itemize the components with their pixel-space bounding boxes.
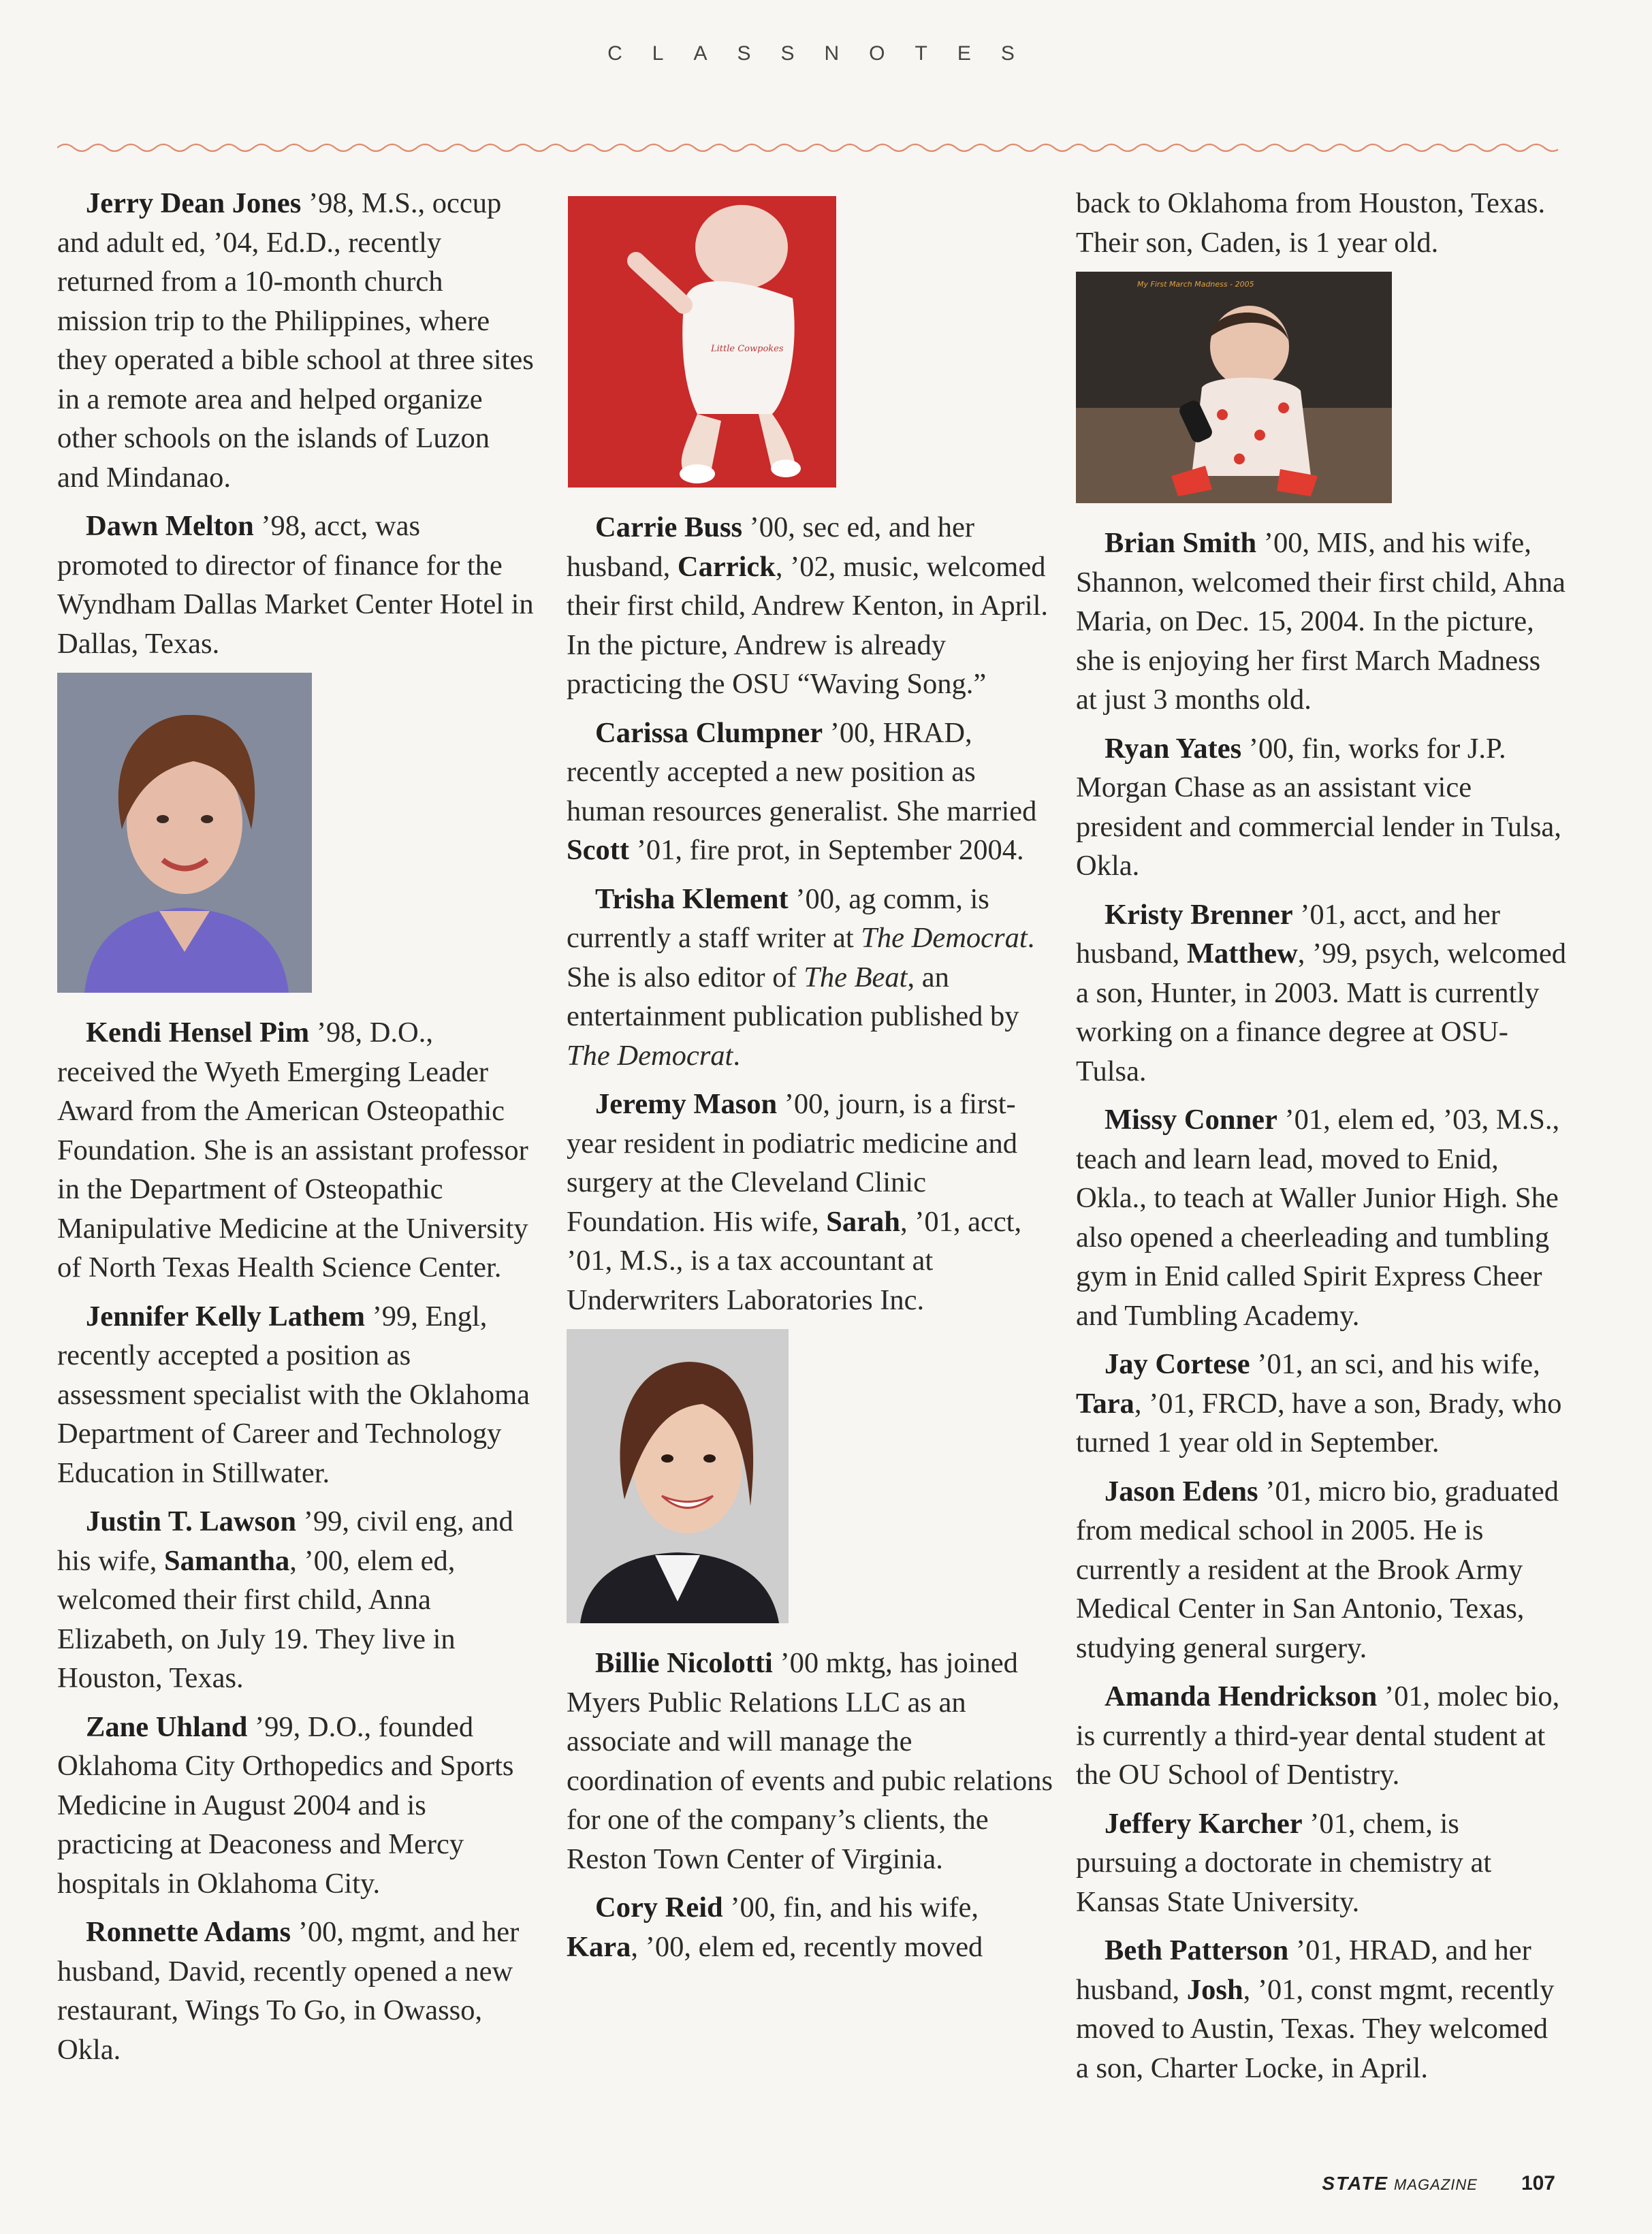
class-note: Amanda Hendrickson ’01, molec bio, is currently a third-year dental student at the OU School of Dentistry. (1076, 1680, 1560, 1791)
alumni-name: Beth Patterson (1105, 1934, 1289, 1966)
baby-photo-andrew (568, 196, 836, 488)
spouse-name: Kara (567, 1930, 631, 1963)
spouse-name: Josh (1186, 1973, 1243, 2006)
spouse-name: Matthew (1186, 938, 1298, 970)
class-note: Dawn Melton ’98, acct, was promoted to director of finance for the Wyndham Dallas Market Center Hotel in Dallas, Texas. (57, 510, 534, 660)
class-note: Jeffery Karcher ’01, chem, is pursuing a doctorate in chemistry at Kansas State University. (1076, 1807, 1492, 1918)
class-note: Billie Nicolotti ’00 mktg, has joined Myers Public Relations LLC as an associate and will manage the coordination of events and pubic relations for one of the company’s clients, the Reston Town Center of Virginia. (567, 1647, 1053, 1875)
class-note: Zane Uhland ’99, D.O., founded Oklahoma City Orthopedics and Sports Medicine in August 2004 and is practicing at Deaconess and Mercy hospitals in Oklahoma City. (57, 1710, 514, 1900)
alumni-name: Justin T. Lawson (86, 1505, 297, 1537)
alumni-name: Dawn Melton (86, 510, 254, 542)
alumni-name: Billie Nicolotti (595, 1647, 773, 1679)
page-footer (1322, 2172, 1555, 2195)
magazine-brand: STATE (1322, 2173, 1389, 2194)
alumni-name: Jerry Dean Jones (86, 187, 302, 219)
class-note: Kendi Hensel Pim ’98, D.O., received the Wyeth Emerging Leader Award from the American Osteopathic Foundation. She is an assistant professor in the Department of Osteopathic Manipulative Medicine at the University of North Texas Health Science Center. (57, 1017, 528, 1283)
class-note: Jeremy Mason ’00, journ, is a first-year resident in podiatric medicine and surgery at the Cleveland Clinic Foundation. His wife, Sarah, ’01, acct, ’01, M.S., is a tax accountant at Underwriters Laboratories Inc. (567, 1088, 1022, 1316)
class-note-continued: back to Oklahoma from Houston, Texas. Their son, Caden, is 1 year old. (1076, 187, 1546, 259)
baby-photo-ahna (1076, 272, 1392, 503)
portrait-photo-kendi (57, 673, 312, 993)
class-note: Cory Reid ’00, fin, and his wife, Kara, ’00, elem ed, recently moved (567, 1892, 983, 1963)
wavy-divider (57, 140, 1558, 156)
page-number: 107 (1521, 2172, 1555, 2195)
class-note: Carissa Clumpner ’00, HRAD, recently accepted a new position as human resources generalist. She married Scott ’01, fire prot, in September 2004. (567, 716, 1037, 866)
class-note: Beth Patterson ’01, HRAD, and her husband, Josh, ’01, const mgmt, recently moved to Austin, Texas. They welcomed a son, Charter Locke, in April. (1076, 1934, 1555, 2084)
alumni-name: Kendi Hensel Pim (86, 1017, 310, 1049)
class-note: Ryan Yates ’00, fin, works for J.P. Morgan Chase as an assistant vice president and commercial lender in Tulsa, Okla. (1076, 732, 1561, 882)
class-note: Jerry Dean Jones ’98, M.S., occup and adult ed, ’04, Ed.D., recently returned from a 10-month church mission trip to the Philippines, where they operated a bible school at three sites in a remote area and helped organize other schools on the islands of Luzon and Mindanao. (57, 187, 534, 494)
class-note: Jay Cortese ’01, an sci, and his wife, Tara, ’01, FRCD, have a son, Brady, who turned 1 year old in September. (1076, 1348, 1562, 1458)
alumni-name: Zane Uhland (86, 1710, 248, 1743)
photo-caption-march-madness: My First March Madness - 2005 (1137, 280, 1254, 289)
alumni-name: Carissa Clumpner (595, 716, 823, 749)
class-note: Ronnette Adams ’00, mgmt, and her husband, David, recently opened a new restaurant, Wings To Go, in Owasso, Okla. (57, 1916, 520, 2066)
publication-title: The Beat (804, 961, 908, 993)
alumni-name: Ronnette Adams (86, 1916, 291, 1948)
spouse-name: Tara (1076, 1387, 1134, 1420)
spouse-name: Samantha (164, 1544, 290, 1577)
alumni-name: Jennifer Kelly Lathem (86, 1300, 365, 1333)
class-note: Jason Edens ’01, micro bio, graduated from medical school in 2005. He is currently a resident at the Brook Army Medical Center in San Antonio, Texas, studying general surgery. (1076, 1475, 1559, 1664)
publication-title: The Democrat (567, 1039, 733, 1072)
column-3 (1076, 184, 1566, 2097)
alumni-name: Carrie Buss (595, 511, 743, 543)
spouse-name: Carrick (677, 550, 776, 583)
alumni-name: Ryan Yates (1105, 732, 1242, 765)
class-note: Brian Smith ’00, MIS, and his wife, Shannon, welcomed their first child, Ahna Maria, on Dec. 15, 2004. In the picture, she is enjoying her first March Madness at just 3 months old. (1076, 527, 1566, 716)
alumni-name: Trisha Klement (595, 882, 789, 915)
spouse-name: Scott (567, 834, 630, 866)
section-header: CLASSNOTES (607, 42, 1045, 65)
alumni-name: Brian Smith (1105, 527, 1257, 559)
alumni-name: Cory Reid (595, 1892, 723, 1924)
class-note: Kristy Brenner ’01, acct, and her husband, Matthew, ’99, psych, welcomed a son, Hunter, in 2003. Matt is currently working on a finance degree at OSU-Tulsa. (1076, 898, 1566, 1087)
magazine-label: MAGAZINE (1394, 2176, 1478, 2193)
publication-title: The Democrat (861, 922, 1028, 954)
column-1 (57, 184, 534, 2079)
portrait-photo-billie (567, 1329, 789, 1623)
alumni-name: Jay Cortese (1105, 1348, 1250, 1380)
class-note: Missy Conner ’01, elem ed, ’03, M.S., teach and learn lead, moved to Enid, Okla., to teach at Waller Junior High. She also opened a cheerleading and tumbling gym in Enid called Spirit Express Cheer and Tumbling Academy. (1076, 1104, 1560, 1332)
alumni-name: Jeffery Karcher (1105, 1807, 1303, 1840)
column-2 (567, 184, 1057, 1976)
spouse-name: Sarah (826, 1205, 900, 1238)
class-note: Jennifer Kelly Lathem ’99, Engl, recently accepted a position as assessment specialist with the Oklahoma Department of Career and Technology Education in Stillwater. (57, 1300, 530, 1489)
baby-shirt-text: Little Cowpokes (711, 344, 784, 354)
class-note: Justin T. Lawson ’99, civil eng, and his wife, Samantha, ’00, elem ed, welcomed their first child, Anna Elizabeth, on July 19. They live in Houston, Texas. (57, 1505, 513, 1694)
alumni-name: Kristy Brenner (1105, 898, 1293, 931)
class-note: Trisha Klement ’00, ag comm, is currently a staff writer at The Democrat. She is also editor of The Beat, an entertainment publication published by The Democrat. (567, 882, 1035, 1072)
alumni-name: Jason Edens (1105, 1475, 1258, 1507)
alumni-name: Jeremy Mason (595, 1088, 778, 1120)
class-note: Carrie Buss ’00, sec ed, and her husband, Carrick, ’02, music, welcomed their first child, Andrew Kenton, in April. In the picture, Andrew is already practicing the OSU “Waving Song.” (567, 511, 1049, 700)
alumni-name: Amanda Hendrickson (1105, 1680, 1378, 1712)
alumni-name: Missy Conner (1105, 1104, 1277, 1136)
